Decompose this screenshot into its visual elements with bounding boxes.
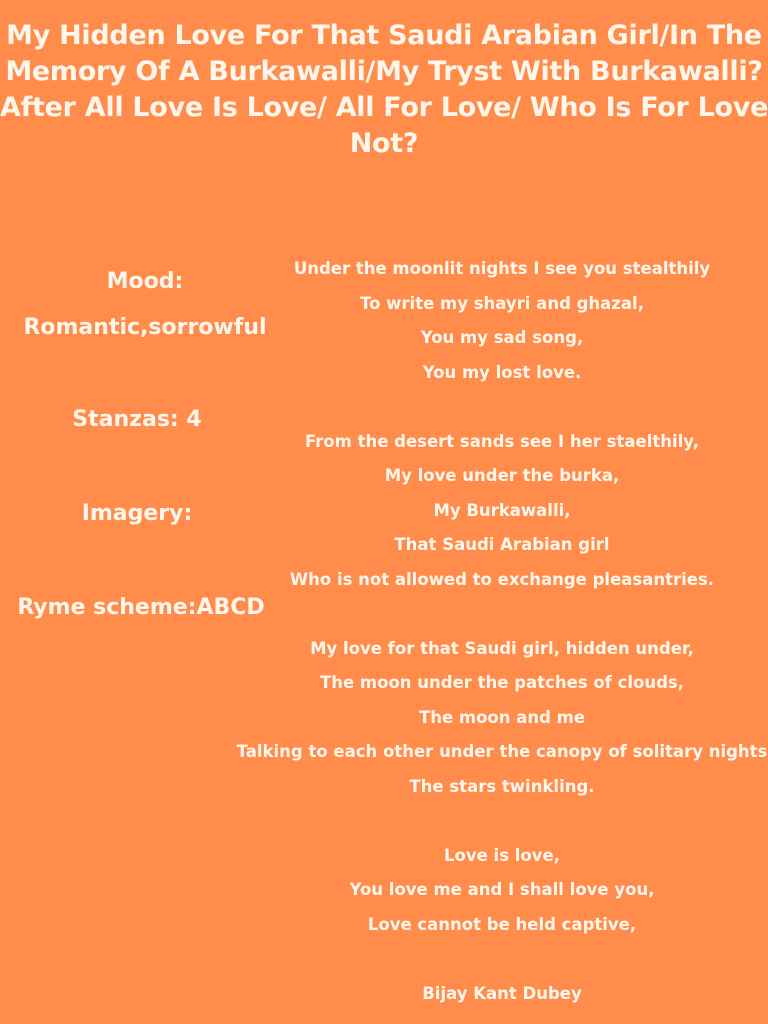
poem-line: The stars twinkling. [409, 776, 595, 796]
author-name: Bijay Kant Dubey [422, 983, 582, 1003]
title-line: Memory Of A Burkawalli/My Tryst With Burkawalli? [5, 56, 763, 87]
poem-line: The moon and me [418, 707, 586, 727]
poem-line: Under the moonlit nights I see you stealthily [293, 259, 711, 278]
poem-line: My love for that Saudi girl, hidden under, [310, 638, 694, 658]
poem-line: Talking to each other under the canopy of solitary nights [236, 742, 768, 761]
title-line: My Hidden Love For That Saudi Arabian Girl/In The [6, 20, 762, 51]
poem-line: Who is not allowed to exchange pleasantries. [289, 569, 715, 589]
stanza-break [228, 390, 768, 425]
poem-title [0, 18, 768, 162]
stanza-break [228, 597, 768, 632]
poem-line: You my sad song, [420, 328, 584, 347]
imagery-label: Imagery: [81, 501, 193, 526]
poem-line: My love under the burka, [384, 466, 620, 485]
stanza-break [228, 804, 768, 839]
poem-body [228, 252, 768, 1011]
poem-line: From the desert sands see I her staelthily, [304, 431, 700, 451]
poem-line: You love me and I shall love you, [349, 880, 655, 899]
rhyme-scheme: Ryme scheme:ABCD [17, 595, 265, 620]
title-line: After All Love Is Love/ All For Love/ Who Is For Love [0, 92, 768, 123]
poem-line: To write my shayri and ghazal, [360, 293, 644, 313]
mood-label: Mood: [106, 269, 184, 294]
stanza-break [228, 942, 768, 977]
poem-line: My Burkawalli, [433, 500, 571, 520]
poem-line: Love cannot be held captive, [367, 914, 637, 934]
poem-line: Love is love, [444, 845, 560, 865]
mood-value: Romantic,sorrowful [23, 315, 267, 340]
poem-line: The moon under the patches of clouds, [319, 673, 685, 692]
title-line: Not? [349, 128, 419, 159]
poem-line: You my lost love. [422, 362, 582, 382]
stanzas-count: Stanzas: 4 [72, 407, 202, 432]
poem-line: That Saudi Arabian girl [394, 535, 610, 554]
